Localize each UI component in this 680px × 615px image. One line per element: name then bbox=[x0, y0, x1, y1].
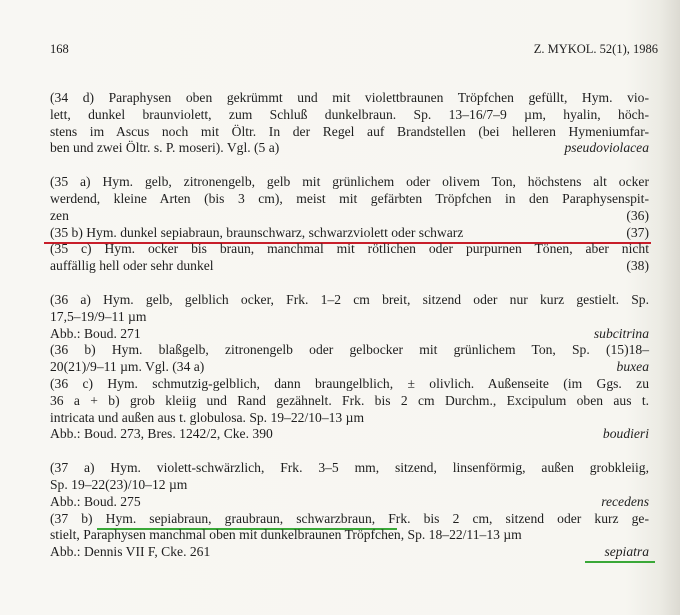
text-line: auffällig hell oder sehr dunkel (38) bbox=[50, 258, 649, 274]
text-line: (36 c) Hym. schmutzig-gelblich, dann braungelblich, ± olivlich. Außenseite (im Ggs. zu bbox=[50, 375, 649, 391]
species-name: subcitrina bbox=[593, 325, 649, 341]
page-number: 168 bbox=[50, 42, 69, 56]
text-line: intricata und außen aus t. globulosa. Sp. 19–22/10–13 µm bbox=[50, 409, 365, 425]
text-line: (36 a) Hym. gelb, gelblich ocker, Frk. 1–2 cm breit, sitzend oder nur kurz gestielt. Sp. bbox=[50, 291, 649, 307]
couplet-reference: (38) bbox=[626, 258, 649, 274]
key-entry-35 bbox=[50, 174, 649, 275]
text-line: stielt, Paraphysen manchmal oben mit dunkelbraunen Tröpfchen, Sp. 18–22/11–13 µm bbox=[50, 527, 522, 543]
text-line: Abb.: Boud. 275 recedens bbox=[50, 493, 649, 509]
text-line: 17,5–19/9–11 µm bbox=[50, 308, 147, 324]
key-entry-36 bbox=[50, 292, 649, 443]
text-line-highlighted: (35 b) Hym. dunkel sepiabraun, braunschwarz, schwarzviolett oder schwarz (37) bbox=[50, 225, 649, 242]
text-line: 36 a + b) grob kleiig und Rand gezähnelt. Frk. bis 2 cm Durchm., Excipulum oben aus t. bbox=[50, 392, 649, 408]
species-name: buxea bbox=[616, 359, 649, 375]
species-name: recedens bbox=[601, 493, 649, 509]
text-line: (34 d) Paraphysen oben gekrümmt und mit violettbraunen Tröpfchen gefüllt, Hym. vio- bbox=[50, 90, 649, 105]
species-name: boudieri bbox=[602, 426, 649, 442]
text-line: zen (36) bbox=[50, 207, 649, 223]
text-line: stens im Ascus noch mit Öltr. In der Regel auf Brandstellen (bei helleren Hymeniumfar- bbox=[50, 123, 649, 139]
text-line: lett, dunkel braunviolett, zum Schluß dunkelbraun. Sp. 13–16/7–9 µm, hyalin, höch- bbox=[50, 106, 649, 122]
couplet-reference: (37) bbox=[626, 224, 649, 240]
key-entry-34d bbox=[50, 90, 649, 157]
couplet-reference: (36) bbox=[626, 207, 649, 223]
text-line: ben und zwei Öltr. s. P. moseri). Vgl. (5 a) pseudoviolacea bbox=[50, 140, 649, 156]
key-entry-37 bbox=[50, 460, 649, 561]
page-header bbox=[50, 42, 658, 60]
text-line: (36 b) Hym. blaßgelb, zitronengelb oder gelbocker mit grünlichem Ton, Sp. (15)18– bbox=[50, 342, 649, 358]
text-line: (35 c) Hym. ocker bis braun, manchmal mit rötlichen oder purpurnen Tönen, aber nicht bbox=[50, 241, 649, 257]
green-underline-mark bbox=[585, 561, 655, 563]
identification-key bbox=[50, 90, 649, 578]
text-line: (37 a) Hym. violett-schwärzlich, Frk. 3–5 mm, sitzend, linsenförmig, außen grobkleiig, bbox=[50, 460, 649, 476]
text-line: werdend, kleine Arten (bis 3 cm), meist mit gefärbten Tröpfchen in den Paraphysenspit- bbox=[50, 190, 649, 206]
text-line: Sp. 19–22(23)/10–12 µm bbox=[50, 476, 188, 492]
journal-reference: Z. MYKOL. 52(1), 1986 bbox=[533, 42, 658, 56]
text-line: (35 a) Hym. gelb, zitronengelb, gelb mit grünlichem oder olivem Ton, höchstens alt ocker bbox=[50, 174, 649, 190]
text-line: Abb.: Boud. 273, Bres. 1242/2, Cke. 390 boudieri bbox=[50, 426, 649, 442]
text-line-highlighted: Abb.: Dennis VII F, Cke. 261 sepiatra bbox=[50, 544, 649, 561]
species-name: pseudoviolacea bbox=[564, 140, 649, 156]
text-line-highlighted: (37 b) Hym. sepiabraun, graubraun, schwarzbraun, Frk. bis 2 cm, sitzend oder kurz ge- bbox=[50, 511, 649, 528]
species-name: sepiatra bbox=[604, 544, 649, 560]
text-line: Abb.: Boud. 271 subcitrina bbox=[50, 325, 649, 341]
text-line: 20(21)/9–11 µm. Vgl. (34 a) buxea bbox=[50, 359, 649, 375]
